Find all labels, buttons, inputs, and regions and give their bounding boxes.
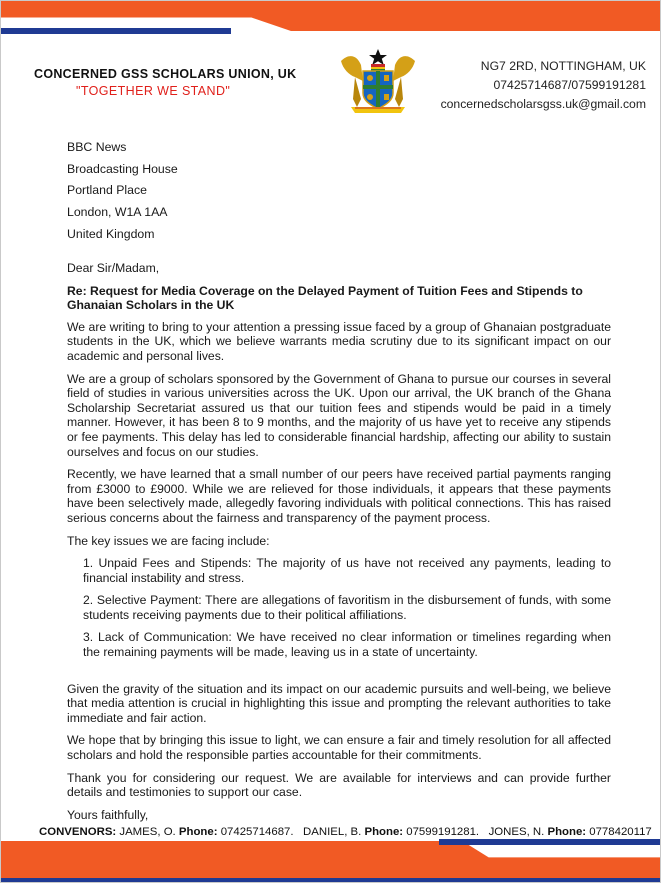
contact-address: NG7 2RD, NOTTINGHAM, UK	[480, 59, 646, 73]
paragraph: We hope that by bringing this issue to light, we can ensure a fair and timely resolution for all affected scholars and hold the responsible parties accountable for their commitments.	[67, 733, 611, 763]
closing: Yours faithfully,	[67, 807, 149, 822]
convenor-name: JONES, N.	[488, 826, 545, 838]
recipient-line: London, W1A 1AA	[67, 205, 168, 220]
paragraph: We are a group of scholars sponsored by the Government of Ghana to pursue our courses in several field of studies in various universities across the UK. Upon our arrival, the UK branch of the Ghana Scholarship Secretariat assured us that our tuition fees and stipends would be paid in a timely manner. However, it has been 8 to 9 months, and the majority of us have yet to receive any stipends or fee payments. This delay has led to considerable financial hardship, affecting our ability to sustain ourselves and focus on our studies.	[67, 371, 611, 459]
convenor-name: DANIEL, B.	[303, 826, 362, 838]
footer-blue-bottom-stripe	[1, 878, 660, 882]
organization-name: CONCERNED GSS SCHOLARS UNION, UK	[34, 67, 297, 81]
paragraph: Thank you for considering our request. We are available for interviews and can provide further details and testimonies to support our case.	[67, 770, 611, 800]
header-blue-stripe	[1, 28, 231, 34]
organization-motto: "TOGETHER WE STAND"	[76, 84, 231, 98]
convenor-phone: 07599191281.	[406, 826, 480, 838]
recipient-line: BBC News	[67, 140, 127, 154]
key-issues-intro: The key issues we are facing include:	[67, 533, 270, 548]
contact-phones: 07425714687/07599191281	[493, 78, 646, 92]
salutation: Dear Sir/Madam,	[67, 261, 160, 275]
convenor-phone: 07425714687.	[220, 826, 294, 838]
convenor-name: JAMES, O.	[119, 826, 176, 838]
issue-item: 2. Selective Payment: There are allegations of favoritism in the disbursement of funds, with some students receiving payments due to their political affiliations.	[83, 593, 611, 622]
recipient-line: United Kingdom	[67, 226, 155, 241]
footer-blue-stripe	[439, 839, 660, 845]
subject-line: Re: Request for Media Coverage on the Delayed Payment of Tuition Fees and Stipends to Ghanaian Scholars in the UK	[67, 283, 583, 313]
coat-of-arms-icon	[333, 47, 423, 115]
convenor-phone: 0778420117	[589, 826, 652, 838]
footer-orange-band	[1, 841, 660, 882]
recipient-address	[67, 137, 178, 246]
phone-label: Phone:	[364, 826, 404, 838]
issue-item: 1. Unpaid Fees and Stipends: The majority of us have not received any payments, leading to financial instability and stress.	[83, 556, 611, 585]
contact-block	[441, 57, 646, 114]
phone-label: Phone:	[178, 826, 218, 838]
issue-item: 3. Lack of Communication: We have received no clear information or timelines regarding when the remaining payments will be made, leaving us in a state of uncertainty.	[83, 630, 611, 660]
paragraph: Given the gravity of the situation and its impact on our academic pursuits and well-being, we believe that media attention is crucial in highlighting this issue and prompting the relevant authorities to take immediate and fair action.	[67, 681, 611, 725]
header-orange-band	[1, 1, 660, 31]
letter-body	[67, 261, 611, 822]
convenors-label: CONVENORS:	[39, 826, 117, 838]
convenors-footer	[39, 826, 652, 838]
recipient-line: Portland Place	[67, 183, 147, 198]
phone-label: Phone:	[547, 826, 587, 838]
contact-email: concernedscholarsgss.uk@gmail.com	[440, 97, 646, 111]
paragraph: Recently, we have learned that a small number of our peers have received partial payments ranging from £3000 to £9000. While we are relieved for those individuals, it appears that these payments have been selectively made, allegedly favoring individuals with political connections. This has raised serious concerns about the fairness and transparency of the payment process.	[67, 467, 611, 525]
recipient-line: Broadcasting House	[67, 161, 178, 176]
paragraph: We are writing to bring to your attention a pressing issue faced by a group of Ghanaian postgraduate students in the UK, which we believe warrants media scrutiny due to its significant impact on our academic and personal lives.	[67, 319, 611, 363]
